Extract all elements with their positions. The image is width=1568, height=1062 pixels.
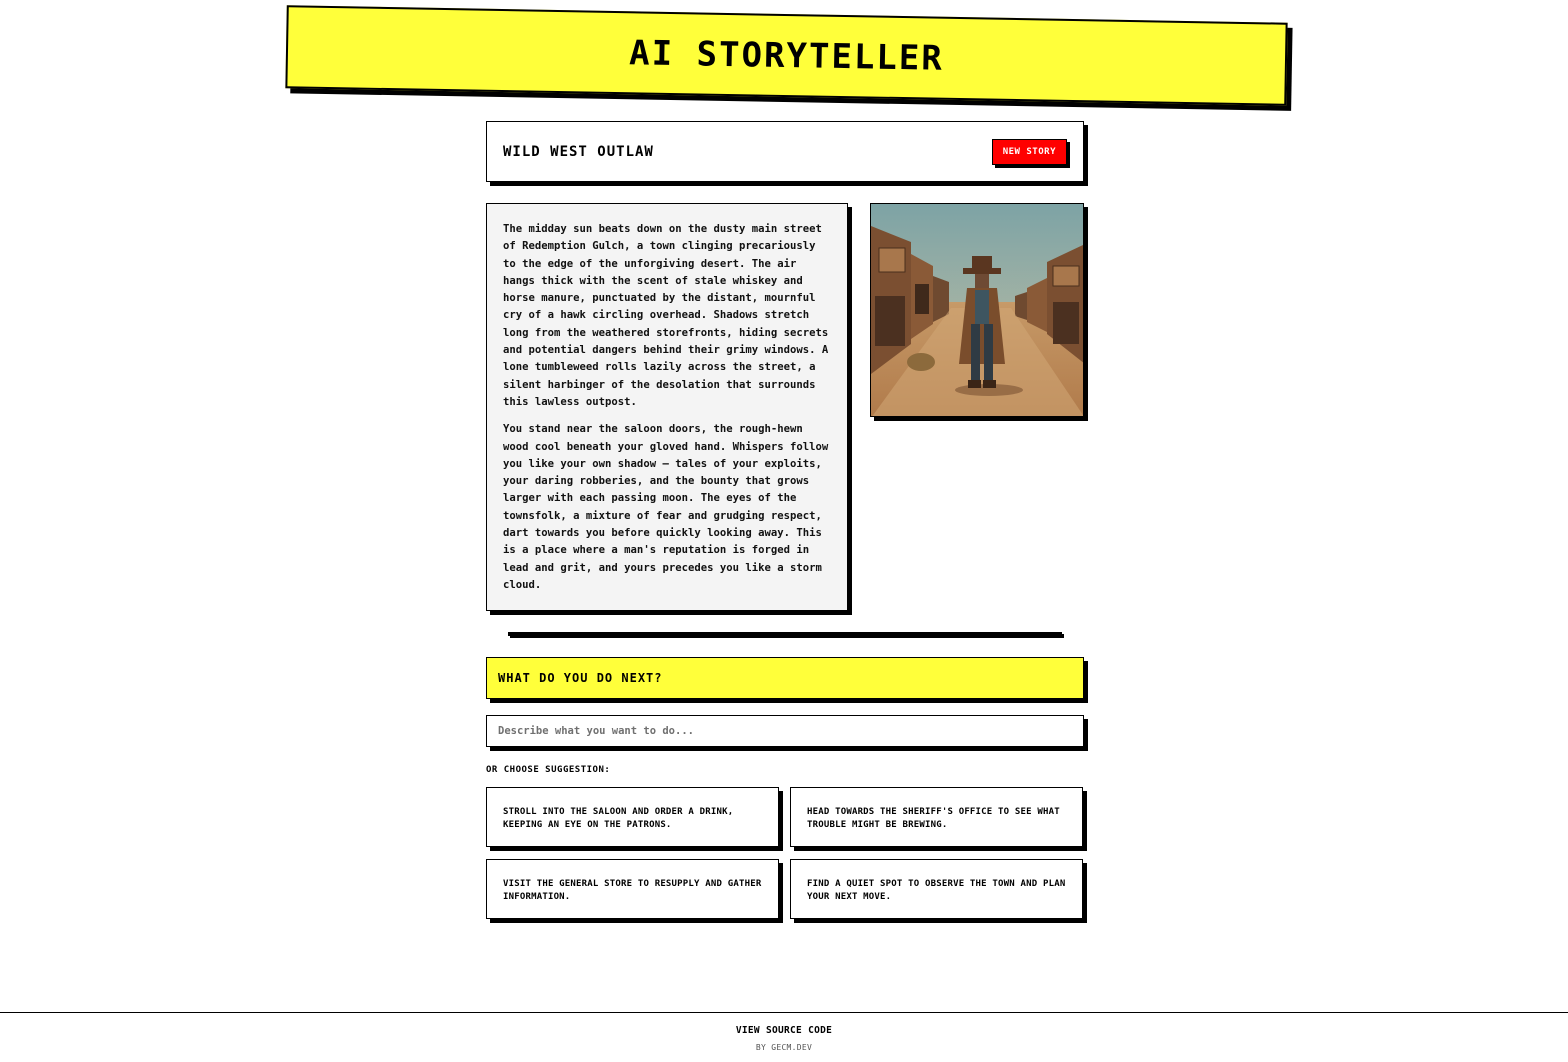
- footer: [0, 1012, 1568, 1062]
- scene-image: [870, 203, 1084, 417]
- story-paragraph: The midday sun beats down on the dusty main street of Redemption Gulch, a town clinging precariously to the edge of the unforgiving desert. The air hangs thick with the scent of stale whiskey and horse manure, punctuated by the distant, mournful cry of a hawk circling overhead. Shadows stretch long from the weathered storefronts, hiding secrets and potential dangers behind their grimy windows. A lone tumbleweed rolls lazily across the street, a silent harbinger of the desolation that surrounds this lawless outpost.: [503, 223, 829, 408]
- section-divider: [508, 632, 1062, 636]
- story-title: WILD WEST OUTLAW: [503, 143, 654, 160]
- suggestions-label: OR CHOOSE SUGGESTION:: [486, 765, 611, 775]
- suggestion-button[interactable]: STROLL INTO THE SALOON AND ORDER A DRINK, KEEPING AN EYE ON THE PATRONS.: [486, 787, 779, 847]
- story-text-panel: [486, 203, 848, 611]
- story-paragraph: You stand near the saloon doors, the rough-hewn wood cool beneath your gloved hand. Whispers follow you like your own shadow – tales of your exploits, your daring robberies, and the bounty that grows larger with each passing moon. The eyes of the townsfolk, a mixture of fear and grudging respect, dart towards you before quickly looking away. This is a place where a man's reputation is forged in lead and grit, and yours precedes you like a storm cloud.: [503, 423, 829, 591]
- view-source-link[interactable]: VIEW SOURCE CODE: [735, 1025, 833, 1036]
- suggestion-button[interactable]: VISIT THE GENERAL STORE TO RESUPPLY AND GATHER INFORMATION.: [486, 859, 779, 919]
- byline: BY GECM.DEV: [755, 1043, 813, 1052]
- story-header: [486, 121, 1084, 182]
- suggestion-button[interactable]: FIND A QUIET SPOT TO OBSERVE THE TOWN AND PLAN YOUR NEXT MOVE.: [790, 859, 1083, 919]
- action-input[interactable]: [486, 715, 1084, 747]
- cowboy-scene-illustration: [871, 204, 1084, 417]
- suggestion-button[interactable]: HEAD TOWARDS THE SHERIFF'S OFFICE TO SEE WHAT TROUBLE MIGHT BE BREWING.: [790, 787, 1083, 847]
- app-title: AI STORYTELLER: [628, 32, 945, 79]
- new-story-button[interactable]: NEW STORY: [992, 139, 1067, 165]
- prompt-heading: WHAT DO YOU DO NEXT?: [486, 657, 1084, 699]
- title-banner: [285, 5, 1287, 105]
